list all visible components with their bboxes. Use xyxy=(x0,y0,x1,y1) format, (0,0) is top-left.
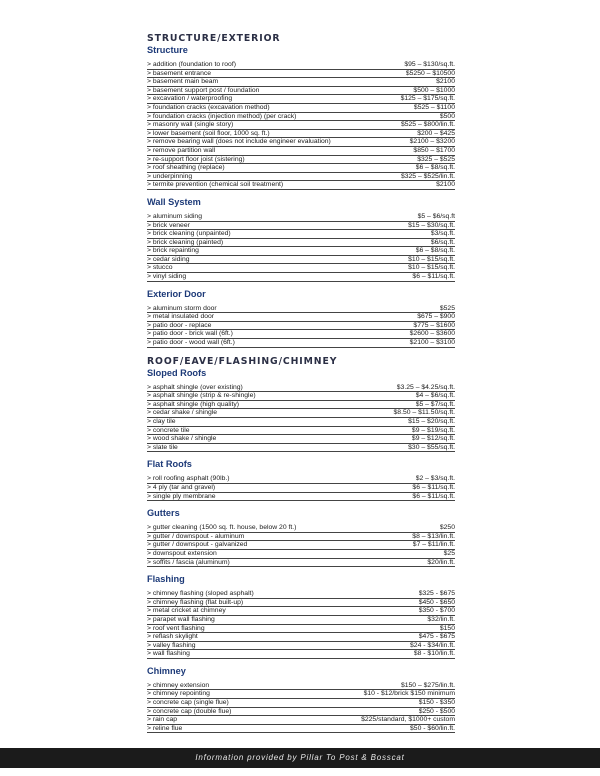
item-name: > valley flashing xyxy=(147,641,196,649)
item-name: > brick cleaning (painted) xyxy=(147,238,224,246)
price-row xyxy=(147,330,455,339)
subsection-flat-roofs xyxy=(147,459,455,501)
price-row xyxy=(147,418,455,427)
item-name: > concrete cap (single flue) xyxy=(147,699,229,707)
price-row xyxy=(147,164,455,173)
price-row xyxy=(147,401,455,410)
price-row xyxy=(147,650,455,659)
price-row xyxy=(147,78,455,87)
price-row xyxy=(147,113,455,122)
price-row xyxy=(147,607,455,616)
price-row xyxy=(147,305,455,314)
subsection-structure xyxy=(147,45,455,190)
item-name: > foundation cracks (injection method) (per crack) xyxy=(147,112,297,120)
subsection-heading: Flat Roofs xyxy=(147,459,192,470)
price-row xyxy=(147,475,455,484)
price-row xyxy=(147,313,455,322)
price-row xyxy=(147,625,455,634)
item-price: $2100 xyxy=(436,181,455,189)
price-row xyxy=(147,95,455,104)
item-name: > single ply membrane xyxy=(147,492,216,500)
item-name: > metal insulated door xyxy=(147,313,215,321)
item-price: $6 – $8/sq.ft. xyxy=(415,164,455,172)
item-price: $6 – $11/sq.ft. xyxy=(412,492,455,500)
price-row xyxy=(147,699,455,708)
price-row xyxy=(147,642,455,651)
item-name: > roof vent flashing xyxy=(147,624,205,632)
item-name: > chimney flashing (flat built-up) xyxy=(147,598,244,606)
item-name: > wall flashing xyxy=(147,650,190,658)
price-row xyxy=(147,138,455,147)
price-row xyxy=(147,524,455,533)
item-name: > gutter / downspout - galvanized xyxy=(147,541,248,549)
item-price: $7 – $11/lin.ft. xyxy=(412,541,455,549)
item-name: > soffits / fascia (aluminum) xyxy=(147,558,230,566)
item-name: > chimney flashing (sloped asphalt) xyxy=(147,590,254,598)
item-price: $50 - $60/lin.ft. xyxy=(410,724,455,732)
item-name: > clay tile xyxy=(147,418,176,425)
price-row xyxy=(147,339,455,348)
item-name: > patio door - replace xyxy=(147,321,212,329)
item-name: > brick repainting xyxy=(147,247,199,255)
item-name: > asphalt shingle (strip & re-shingle) xyxy=(147,392,256,400)
price-row xyxy=(147,690,455,699)
section-structure-exterior xyxy=(147,33,455,348)
item-price: $250 - $500 xyxy=(418,707,455,715)
item-price: $325 - $675 xyxy=(418,590,455,598)
subsection-sloped-roofs xyxy=(147,368,455,453)
item-price: $6/sq.ft. xyxy=(430,238,455,246)
price-row xyxy=(147,409,455,418)
item-price: $775 – $1600 xyxy=(413,321,455,329)
price-row xyxy=(147,599,455,608)
item-price: $24 - $34/lin.ft. xyxy=(410,641,455,649)
item-price: $325 – $525 xyxy=(417,155,455,163)
subsection-heading: Sloped Roofs xyxy=(147,367,207,378)
item-price: $125 – $175/sq.ft. xyxy=(400,95,455,103)
subsection-wall-system xyxy=(147,197,455,282)
item-price: $525 – $800/lin.ft. xyxy=(400,121,455,129)
item-name: > roll roofing asphalt (90lb.) xyxy=(147,475,230,483)
item-name: > basement support post / foundation xyxy=(147,86,260,94)
section-roof-eave-flashing-chimney xyxy=(147,356,455,734)
price-row xyxy=(147,725,455,734)
subsection-heading: Gutters xyxy=(147,508,180,519)
item-price: $525 – $1100 xyxy=(413,103,455,111)
subsection-heading: Wall System xyxy=(147,196,201,207)
price-row xyxy=(147,104,455,113)
item-price: $2100 – $3200 xyxy=(409,138,455,146)
item-price: $15 – $30/sq.ft. xyxy=(408,221,455,229)
footer-text: Information provided by Pillar To Post & Bosscat xyxy=(195,753,405,762)
item-name: > cedar shake / shingle xyxy=(147,409,218,417)
item-name: > addition (foundation to roof) xyxy=(147,61,236,68)
item-price: $500 – $1000 xyxy=(413,86,455,94)
subsection-heading: Exterior Door xyxy=(147,288,206,299)
item-name: > metal cricket at chimney xyxy=(147,607,226,615)
item-name: > aluminum storm door xyxy=(147,304,217,312)
item-price: $325 – $525/lin.ft. xyxy=(400,172,455,180)
price-row xyxy=(147,181,455,190)
item-price: $450 - $650 xyxy=(418,598,455,606)
item-name: > foundation cracks (excavation method) xyxy=(147,103,270,111)
item-name: > vinyl siding xyxy=(147,273,187,281)
subsection-heading: Chimney xyxy=(147,665,186,676)
item-name: > basement main beam xyxy=(147,78,219,86)
item-name: > parapet wall flashing xyxy=(147,615,215,623)
item-price: $6 – $8/sq.ft. xyxy=(415,247,455,255)
item-name: > reflash skylight xyxy=(147,633,198,641)
item-price: $225/standard, $1000+ custom xyxy=(361,716,455,724)
subsection-exterior-door xyxy=(147,289,455,348)
price-row xyxy=(147,533,455,542)
price-row xyxy=(147,559,455,568)
item-price: $2600 – $3600 xyxy=(409,330,455,338)
item-name: > masonry wall (single story) xyxy=(147,121,234,129)
item-name: > 4 ply (tar and gravel) xyxy=(147,483,216,491)
price-row xyxy=(147,322,455,331)
item-name: > stucco xyxy=(147,264,173,272)
item-price: $5 – $7/sq.ft. xyxy=(415,400,455,408)
item-price: $675 – $900 xyxy=(417,313,455,321)
item-name: > lower basement (soil floor, 1000 sq. ft.) xyxy=(147,129,270,137)
item-price: $350 - $700 xyxy=(418,607,455,615)
item-name: > concrete tile xyxy=(147,426,190,434)
item-price: $10 - $12/brick $150 minimum xyxy=(363,690,455,698)
price-row xyxy=(147,273,455,282)
item-name: > gutter cleaning (1500 sq. ft. house, below 20 ft.) xyxy=(147,524,297,532)
item-name: > chimney repointing xyxy=(147,690,210,698)
price-row xyxy=(147,256,455,265)
price-row xyxy=(147,716,455,725)
price-row xyxy=(147,147,455,156)
subsection-gutters xyxy=(147,508,455,567)
price-row xyxy=(147,590,455,599)
item-price: $32/lin.ft. xyxy=(427,615,455,623)
price-row xyxy=(147,264,455,273)
item-price: $25 xyxy=(443,549,455,557)
item-name: > reline flue xyxy=(147,724,183,732)
price-row xyxy=(147,173,455,182)
item-price: $200 – $425 xyxy=(417,129,455,137)
price-row xyxy=(147,541,455,550)
item-name: > rain cap xyxy=(147,716,178,724)
item-name: > slate tile xyxy=(147,443,178,451)
price-row xyxy=(147,230,455,239)
footer-banner xyxy=(0,748,600,768)
item-price: $525 xyxy=(439,304,455,312)
item-name: > concrete cap (double flue) xyxy=(147,707,232,715)
item-name: > asphalt shingle (high quality) xyxy=(147,400,240,408)
item-name: > remove partition wall xyxy=(147,146,216,154)
item-price: $20/lin.ft. xyxy=(427,558,455,566)
price-row xyxy=(147,616,455,625)
item-price: $150 xyxy=(439,624,455,632)
price-row xyxy=(147,444,455,453)
item-price: $10 – $15/sq.ft. xyxy=(408,255,455,263)
subsection-heading: Flashing xyxy=(147,574,185,585)
item-name: > brick cleaning (unpainted) xyxy=(147,230,231,238)
item-name: > patio door - brick wall (6ft.) xyxy=(147,330,233,338)
price-row xyxy=(147,222,455,231)
item-price: $150 - $350 xyxy=(418,699,455,707)
price-row xyxy=(147,682,455,691)
item-price: $95 – $130/sq.ft. xyxy=(404,61,455,68)
item-name: > cedar siding xyxy=(147,255,190,263)
item-name: > chimney extension xyxy=(147,681,210,689)
price-row xyxy=(147,247,455,256)
item-price: $500 xyxy=(439,112,455,120)
price-row xyxy=(147,550,455,559)
section-heading: ROOF/EAVE/FLASHING/CHIMNEY xyxy=(147,355,338,367)
item-price: $30 – $55/sq.ft. xyxy=(408,443,455,451)
item-price: $2 – $3/sq.ft. xyxy=(415,475,455,483)
item-price: $9 – $19/sq.ft. xyxy=(411,426,455,434)
price-row xyxy=(147,493,455,502)
item-name: > downspout extension xyxy=(147,549,217,557)
item-price: $3.25 – $4.25/sq.ft. xyxy=(396,383,455,391)
item-price: $8.50 – $11.50/sq.ft. xyxy=(393,409,455,417)
item-price: $3/sq.ft. xyxy=(430,230,455,238)
price-row xyxy=(147,213,455,222)
item-name: > patio door - wood wall (6ft.) xyxy=(147,339,235,347)
price-row xyxy=(147,384,455,393)
item-price: $15 – $20/sq.ft. xyxy=(408,418,455,425)
price-row xyxy=(147,435,455,444)
item-name: > re-support floor joist (sistering) xyxy=(147,155,245,163)
price-guide xyxy=(147,33,455,741)
price-row xyxy=(147,708,455,717)
item-name: > roof sheathing (replace) xyxy=(147,164,225,172)
item-name: > aluminum siding xyxy=(147,212,202,220)
item-price: $6 – $11/sq.ft. xyxy=(412,483,455,491)
subsection-chimney xyxy=(147,666,455,734)
item-price: $6 – $11/sq.ft. xyxy=(412,273,455,281)
item-name: > underpinning xyxy=(147,172,193,180)
item-price: $850 – $1700 xyxy=(413,146,455,154)
item-price: $2100 – $3100 xyxy=(409,339,455,347)
item-name: > basement entrance xyxy=(147,69,212,77)
item-price: $4 – $6/sq.ft. xyxy=(415,392,455,400)
item-price: $2100 xyxy=(436,78,455,86)
price-row xyxy=(147,427,455,436)
item-price: $5 – $6/sq.ft xyxy=(417,212,455,220)
item-price: $250 xyxy=(439,524,455,532)
price-row xyxy=(147,70,455,79)
item-price: $8 - $10/lin.ft. xyxy=(413,650,455,658)
price-row xyxy=(147,484,455,493)
item-price: $475 - $675 xyxy=(418,633,455,641)
item-price: $10 – $15/sq.ft. xyxy=(408,264,455,272)
item-name: > asphalt shingle (over existing) xyxy=(147,383,243,391)
price-row xyxy=(147,61,455,70)
item-price: $8 – $13/lin.ft. xyxy=(412,532,455,540)
item-name: > remove bearing wall (does not include engineer evaluation) xyxy=(147,138,331,146)
price-row xyxy=(147,156,455,165)
price-row xyxy=(147,239,455,248)
price-row xyxy=(147,87,455,96)
item-price: $9 – $12/sq.ft. xyxy=(411,435,455,443)
price-row xyxy=(147,633,455,642)
item-price: $150 – $275/lin.ft. xyxy=(400,681,455,689)
item-name: > gutter / downspout - aluminum xyxy=(147,532,245,540)
item-name: > termite prevention (chemical soil treatment) xyxy=(147,181,284,189)
item-price: $5250 – $10500 xyxy=(405,69,455,77)
subsection-flashing xyxy=(147,574,455,659)
price-row xyxy=(147,130,455,139)
price-row xyxy=(147,392,455,401)
item-name: > excavation / waterproofing xyxy=(147,95,233,103)
subsection-heading: Structure xyxy=(147,45,188,55)
price-row xyxy=(147,121,455,130)
section-heading: STRUCTURE/EXTERIOR xyxy=(147,33,281,44)
item-name: > brick veneer xyxy=(147,221,190,229)
item-name: > wood shake / shingle xyxy=(147,435,217,443)
